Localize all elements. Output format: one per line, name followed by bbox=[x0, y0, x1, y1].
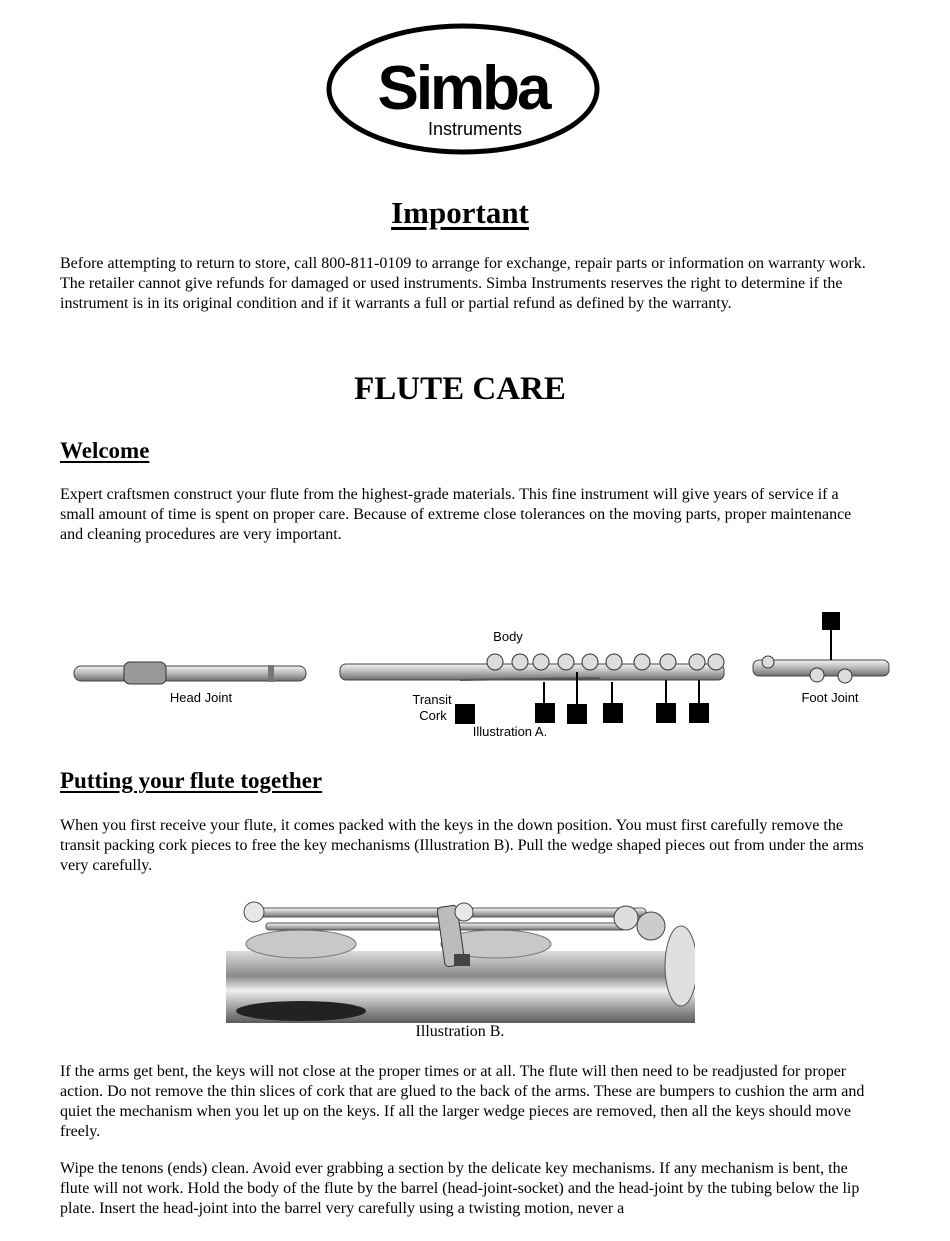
transit-label: Transit bbox=[412, 692, 452, 707]
important-paragraph: Before attempting to return to store, call 800-811-0109 to arrange for exchange, repair parts or information on warranty work. The retailer cannot give refunds for damaged or used instruments. Simba Instruments reserves the right to determine if the instrument is in its original condition and if it warrants a full or partial refund as defined by the warranty. bbox=[60, 255, 866, 312]
welcome-heading: Welcome bbox=[60, 438, 150, 463]
putting-paragraph-2: If the arms get bent, the keys will not close at the proper times or at all. The flute will then need to be readjusted for proper action. Do not remove the thin slices of cork that are glued to the back of the arms. These are bumpers to cushion the arm and quiet the mechanism when you let up on the keys. If all the larger wedge pieces are removed, then all the keys should move freely. bbox=[60, 1063, 865, 1140]
cork-marker bbox=[568, 705, 586, 723]
putting-paragraph-3: Wipe the tenons (ends) clean. Avoid ever grabbing a section by the delicate key mechanisms. If any mechanism is bent, the flute will not work. Hold the body of the flute by the barrel (head-joint-socket) and the head-joint by the tubing below the lip plate. Insert the head-joint into the barrel very carefully using a twisting motion, never a bbox=[60, 1160, 860, 1217]
body-label: Body bbox=[493, 629, 523, 644]
cork-marker bbox=[657, 704, 675, 722]
cork-marker bbox=[536, 704, 554, 722]
illustration-b-caption: Illustration B. bbox=[415, 1023, 505, 1040]
important-heading: Important bbox=[391, 195, 529, 230]
logo-brand-text: Simba bbox=[377, 54, 549, 123]
logo-sub-text: Instruments bbox=[427, 119, 523, 139]
illustration-a-caption: Illustration A. bbox=[472, 724, 548, 739]
putting-paragraph-1: When you first receive your flute, it comes packed with the keys in the down position. You must first carefully remove the transit packing cork pieces to free the key mechanisms (Illustration B). Pull the wedge shaped pieces out from under the arms very carefully. bbox=[60, 817, 864, 874]
cork-marker bbox=[690, 704, 708, 722]
head-joint-image bbox=[74, 662, 306, 684]
foot-joint-label: Foot Joint bbox=[801, 690, 859, 705]
cork-label: Cork bbox=[419, 708, 447, 723]
illustration-a-flute-diagram bbox=[60, 600, 900, 750]
cork-marker bbox=[456, 705, 474, 723]
illustration-b-photo bbox=[226, 896, 695, 1023]
simba-logo bbox=[325, 22, 601, 156]
flute-body-image bbox=[340, 654, 724, 680]
putting-together-heading: Putting your flute together bbox=[60, 768, 323, 793]
foot-joint-image bbox=[753, 612, 889, 683]
head-joint-label: Head Joint bbox=[169, 690, 233, 705]
welcome-paragraph: Expert craftsmen construct your flute from the highest-grade materials. This fine instrument will give years of service if a small amount of time is spent on proper care. Because of extreme close tolerances on the moving parts, proper maintenance and cleaning procedures are very important. bbox=[60, 486, 852, 543]
flute-care-title: FLUTE CARE bbox=[354, 371, 566, 407]
cork-marker bbox=[604, 704, 622, 722]
cork-marker bbox=[822, 612, 840, 630]
